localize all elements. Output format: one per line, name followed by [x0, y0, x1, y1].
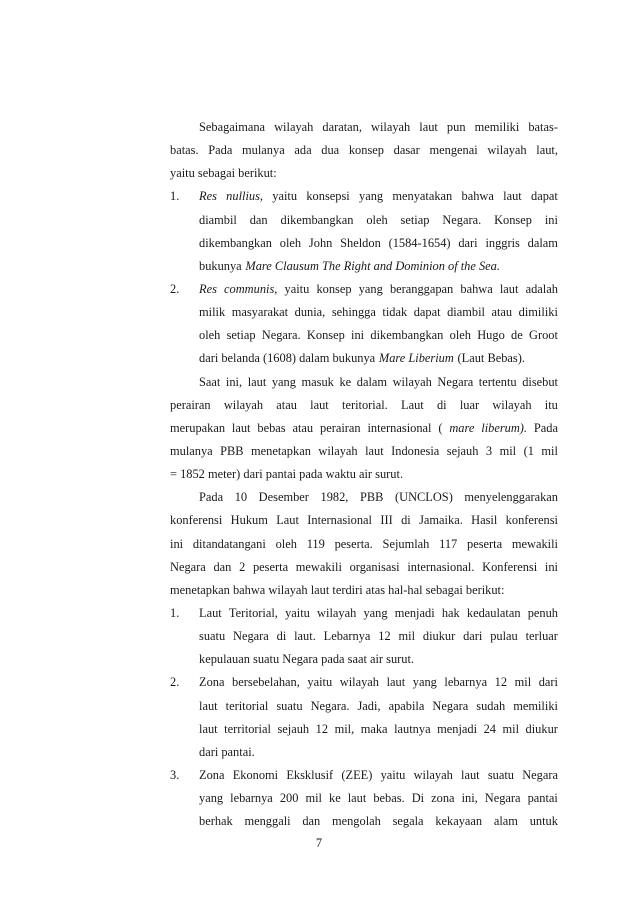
word: de: [511, 328, 523, 343]
text-line: [170, 741, 558, 764]
word: suatu: [199, 629, 226, 644]
word: di: [401, 513, 411, 528]
word: wilayah: [223, 397, 264, 412]
list-number: 2.: [170, 281, 180, 296]
word: suatu: [487, 767, 514, 782]
text-line: [170, 648, 558, 671]
word: mewakili: [295, 559, 342, 574]
word: Pada: [208, 143, 233, 158]
word: yaitu: [272, 189, 298, 204]
word: Res: [199, 189, 217, 204]
word: sehingga: [331, 305, 376, 320]
text-line: [170, 602, 558, 625]
word: atau: [491, 305, 513, 320]
word: 3: [485, 443, 493, 458]
word: Jamaika.: [419, 513, 463, 528]
word: sudah: [476, 698, 506, 713]
word: wilayah: [274, 120, 314, 134]
word: Negara: [170, 559, 206, 574]
word: berhak: [199, 814, 233, 829]
word: (UNCLOS): [395, 490, 453, 505]
word: laut: [310, 397, 329, 412]
word: PBB: [359, 490, 384, 505]
word: laut: [386, 675, 406, 690]
word: internasional.: [407, 559, 475, 574]
text-segment: dari pantai.: [199, 744, 255, 759]
word: laut: [347, 791, 367, 806]
word: III: [380, 513, 393, 528]
word: dikembangkan: [370, 328, 444, 343]
text-line: [170, 371, 558, 394]
word: untuk: [529, 814, 558, 829]
word: Indonesia: [391, 443, 440, 458]
word: memiliki: [474, 120, 520, 134]
word: konferensi: [505, 513, 558, 528]
word: dimiliki: [518, 305, 558, 320]
word: laut: [231, 420, 251, 435]
word: 10: [234, 490, 248, 505]
word: 12: [315, 721, 329, 736]
text-line: [170, 764, 558, 787]
word: hak: [441, 605, 460, 620]
word: Desember: [258, 490, 309, 505]
text-line: [170, 255, 558, 278]
word: nullius,: [226, 189, 264, 204]
word: 24: [483, 721, 496, 736]
word: mil: [398, 629, 416, 644]
word: pantai: [527, 791, 558, 806]
word: penuh: [527, 605, 558, 620]
page-number: 7: [315, 836, 323, 850]
word: wilayah: [318, 443, 358, 458]
word: Negara.: [261, 328, 301, 343]
word: pun: [446, 120, 466, 134]
word: ini: [351, 328, 365, 343]
word: wilayah: [371, 120, 411, 134]
word: peserta: [252, 559, 289, 574]
word: laut,: [536, 143, 558, 158]
word: yang: [271, 374, 296, 389]
word: daratan,: [322, 120, 362, 134]
word: Negara: [233, 629, 269, 644]
word: Negara: [432, 698, 469, 713]
word: dua: [321, 143, 340, 158]
word: batas-: [528, 120, 558, 134]
word: perairan: [170, 397, 211, 412]
word: konferensi: [170, 513, 223, 528]
text-line: [170, 324, 558, 347]
word: sejauh: [277, 721, 310, 736]
word: dapat: [413, 305, 441, 320]
word: setiap: [400, 212, 430, 227]
word: beranggapan: [389, 281, 454, 296]
word: dunia,: [294, 305, 326, 320]
word: ke: [329, 791, 341, 806]
text-line: [170, 533, 558, 556]
word: mil: [502, 721, 520, 736]
word: dan: [302, 814, 321, 829]
word: laut: [499, 281, 519, 296]
word: di: [436, 397, 447, 412]
word: mil,: [334, 721, 355, 736]
word: ditandatangani: [192, 536, 266, 551]
word: tidak: [382, 305, 408, 320]
word: Sejumlah: [382, 536, 430, 551]
text-line: [170, 556, 558, 579]
word: oleh: [279, 235, 302, 250]
word: pulau: [490, 629, 518, 644]
word: Sheldon: [340, 235, 381, 250]
word: dan: [249, 212, 268, 227]
word: yaitu: [285, 605, 310, 620]
word: ada: [294, 143, 312, 158]
word: mulanya: [170, 443, 213, 458]
text-line: [170, 232, 558, 255]
word: ini: [544, 212, 558, 227]
word: mewakili: [511, 536, 558, 551]
word: oleh: [275, 536, 297, 551]
word: organisasi: [349, 559, 400, 574]
word: laut: [365, 443, 384, 458]
word: bahwa: [460, 281, 493, 296]
word: menetapkan: [251, 443, 311, 458]
word: yang: [359, 189, 384, 204]
word: lautnya: [394, 721, 431, 736]
word: Konsep: [306, 328, 345, 343]
word: bebas: [257, 420, 286, 435]
text-line: [170, 209, 558, 232]
text-line: [170, 417, 558, 440]
word: ke: [339, 374, 352, 389]
word: dari: [458, 235, 478, 250]
word: Negara: [437, 374, 474, 389]
word: 119: [306, 536, 325, 551]
text-segment: yaitu sebagai berikut:: [170, 166, 277, 181]
text-line: [170, 671, 558, 694]
word: (: [438, 420, 443, 435]
word: Konsep: [494, 212, 532, 227]
word: wilayah: [487, 143, 527, 158]
word: sejauh: [446, 443, 479, 458]
word: oleh: [199, 328, 221, 343]
text-line: [170, 347, 558, 370]
text-line: [170, 440, 558, 463]
word: luar: [459, 397, 480, 412]
word: diukur: [525, 721, 558, 736]
word: dasar: [393, 143, 420, 158]
word: territorial: [224, 721, 271, 736]
word: atau: [276, 397, 297, 412]
word: inggris: [485, 235, 520, 250]
word: teritorial.: [342, 397, 388, 412]
text-segment: menetapkan bahwa wilayah laut terdiri atas hal-hal sebagai berikut:: [170, 582, 505, 597]
word: dalam: [356, 374, 388, 389]
word: oleh: [366, 212, 388, 227]
word: dalam: [527, 235, 558, 250]
word: liberum).: [481, 420, 528, 435]
text-line: [170, 278, 558, 301]
word: laut: [419, 120, 438, 134]
word: disebut: [522, 374, 558, 389]
word: lebarnya: [230, 791, 273, 806]
word: bahwa: [461, 189, 494, 204]
word: oleh: [449, 328, 471, 343]
word: peserta: [467, 536, 503, 551]
word: diambil: [199, 212, 237, 227]
word: laut: [199, 721, 218, 736]
word: dapat: [531, 189, 558, 204]
word: Groot: [529, 328, 558, 343]
word: (ZEE): [341, 767, 373, 782]
text-segment: (Laut Bebas).: [457, 351, 525, 366]
word: dikembangkan: [280, 212, 354, 227]
word: 12: [378, 629, 391, 644]
word: yaitu: [284, 281, 310, 296]
word: Sebagaimana: [199, 120, 266, 134]
word: wilayah: [392, 374, 432, 389]
text-segment: = 1852 meter) dari pantai pada waktu air surut.: [170, 467, 404, 482]
word: ini: [544, 559, 558, 574]
word: wilayah: [413, 767, 453, 782]
word: adalah: [525, 281, 558, 296]
word: setiap: [226, 328, 256, 343]
word: Konferensi: [482, 559, 538, 574]
word: yang: [358, 281, 383, 296]
text-line: [170, 185, 558, 208]
word: zona: [431, 791, 455, 806]
word: wilayah: [492, 397, 532, 412]
word: Pada: [533, 420, 558, 435]
word: Jadi,: [357, 698, 381, 713]
word: yaitu: [307, 675, 333, 690]
word: milik: [199, 305, 226, 320]
word: yang: [363, 605, 388, 620]
text-line: [170, 787, 558, 810]
word: laut: [199, 698, 218, 713]
word: dari: [463, 629, 483, 644]
text-line: [170, 139, 558, 162]
word: kedaulatan: [466, 605, 521, 620]
word: terluar: [525, 629, 558, 644]
word: diukur: [422, 629, 456, 644]
body-text: [170, 116, 558, 833]
word: 200: [279, 791, 299, 806]
word: 12: [494, 675, 508, 690]
text-line: [170, 301, 558, 324]
text-line: [170, 162, 558, 185]
list-number: 3.: [170, 767, 180, 782]
word: wilayah: [339, 675, 379, 690]
word: suatu: [276, 698, 303, 713]
word: Pada: [199, 490, 224, 505]
word: internasional: [367, 420, 432, 435]
word: diambil: [447, 305, 485, 320]
word: PBB: [220, 443, 244, 458]
word: 2: [239, 559, 246, 574]
word: John: [308, 235, 333, 250]
text-line: [170, 625, 558, 648]
word: yaitu: [380, 767, 406, 782]
word: bebas.: [373, 791, 405, 806]
word: maka: [360, 721, 388, 736]
word: yang: [412, 675, 437, 690]
word: 1982,: [320, 490, 349, 505]
word: atau: [292, 420, 314, 435]
word: Negara: [484, 791, 521, 806]
list-number: 1.: [170, 189, 180, 204]
word: dan: [213, 559, 232, 574]
word: mare: [449, 420, 475, 435]
word: dikembangkan: [199, 235, 272, 250]
word: masyarakat: [231, 305, 289, 320]
word: konsep: [316, 281, 352, 296]
italic-text: Mare Clausum The Right and Dominion of the Sea.: [245, 258, 500, 273]
text-line: [170, 486, 558, 509]
word: tertentu: [478, 374, 517, 389]
word: konsep: [348, 143, 384, 158]
word: Teritorial,: [228, 605, 278, 620]
word: Zona: [199, 675, 225, 690]
text-line: [170, 116, 558, 139]
word: alam: [493, 814, 518, 829]
list-number: 1.: [170, 605, 180, 620]
word: communis,: [224, 281, 278, 296]
word: Hugo: [477, 328, 505, 343]
word: bersebelahan,: [232, 675, 300, 690]
word: laut: [461, 767, 480, 782]
word: Laut: [401, 397, 424, 412]
list-number: 2.: [170, 675, 180, 690]
word: Hukum: [230, 513, 268, 528]
word: itu: [544, 397, 558, 412]
word: Internasional: [307, 513, 372, 528]
word: mengolah: [331, 814, 381, 829]
word: Hasil: [471, 513, 498, 528]
word: ini: [170, 536, 184, 551]
word: Res: [199, 281, 217, 296]
text-line: [170, 463, 558, 486]
text-line: [170, 579, 558, 602]
word: Lebarnya: [323, 629, 371, 644]
word: Negara.: [310, 698, 350, 713]
word: konsepsi: [306, 189, 350, 204]
word: Ekonomi: [232, 767, 279, 782]
word: Laut: [276, 513, 299, 528]
word: Zona: [199, 767, 225, 782]
word: menjadi: [437, 721, 478, 736]
word: Negara.: [442, 212, 482, 227]
word: menyatakan: [392, 189, 453, 204]
text-line: [170, 394, 558, 417]
word: mil: [541, 443, 558, 458]
text-line: [170, 509, 558, 532]
word: (1584-1654): [388, 235, 451, 250]
word: mil: [305, 791, 322, 806]
word: di: [276, 629, 287, 644]
text-line: [170, 695, 558, 718]
word: mil: [499, 443, 517, 458]
word: memiliki: [513, 698, 558, 713]
word: masuk: [301, 374, 334, 389]
text-segment: bukunya: [199, 258, 242, 273]
word: peserta.: [334, 536, 373, 551]
word: batas.: [170, 143, 199, 158]
word: Laut: [199, 605, 222, 620]
word: mil: [514, 675, 532, 690]
word: wilayah: [317, 605, 357, 620]
word: dari: [538, 675, 558, 690]
text-line: [170, 810, 558, 833]
word: menjadi: [394, 605, 435, 620]
word: Saat: [199, 374, 221, 389]
italic-text: Mare Liberium: [378, 351, 454, 366]
word: mengenai: [429, 143, 478, 158]
word: apabila: [388, 698, 425, 713]
text-segment: kepulauan suatu Negara pada saat air surut.: [199, 652, 415, 667]
word: ini,: [461, 791, 478, 806]
word: laut: [247, 374, 267, 389]
word: Negara: [522, 767, 558, 782]
word: merupakan: [170, 420, 226, 435]
word: 117: [439, 536, 458, 551]
word: laut.: [294, 629, 316, 644]
word: perairan: [320, 420, 361, 435]
word: kekayaan: [435, 814, 483, 829]
word: menggali: [244, 814, 291, 829]
word: lebarnya: [444, 675, 488, 690]
word: teritorial: [225, 698, 269, 713]
text-segment: dari belanda (1608) dalam bukunya: [199, 351, 376, 366]
word: (1: [523, 443, 534, 458]
word: Di: [411, 791, 425, 806]
word: Eksklusif: [286, 767, 334, 782]
text-line: [170, 718, 558, 741]
word: laut: [503, 189, 522, 204]
word: mulanya: [242, 143, 285, 158]
word: menyelenggarakan: [464, 490, 558, 505]
word: segala: [392, 814, 424, 829]
word: ini,: [225, 374, 243, 389]
word: yang: [199, 791, 224, 806]
